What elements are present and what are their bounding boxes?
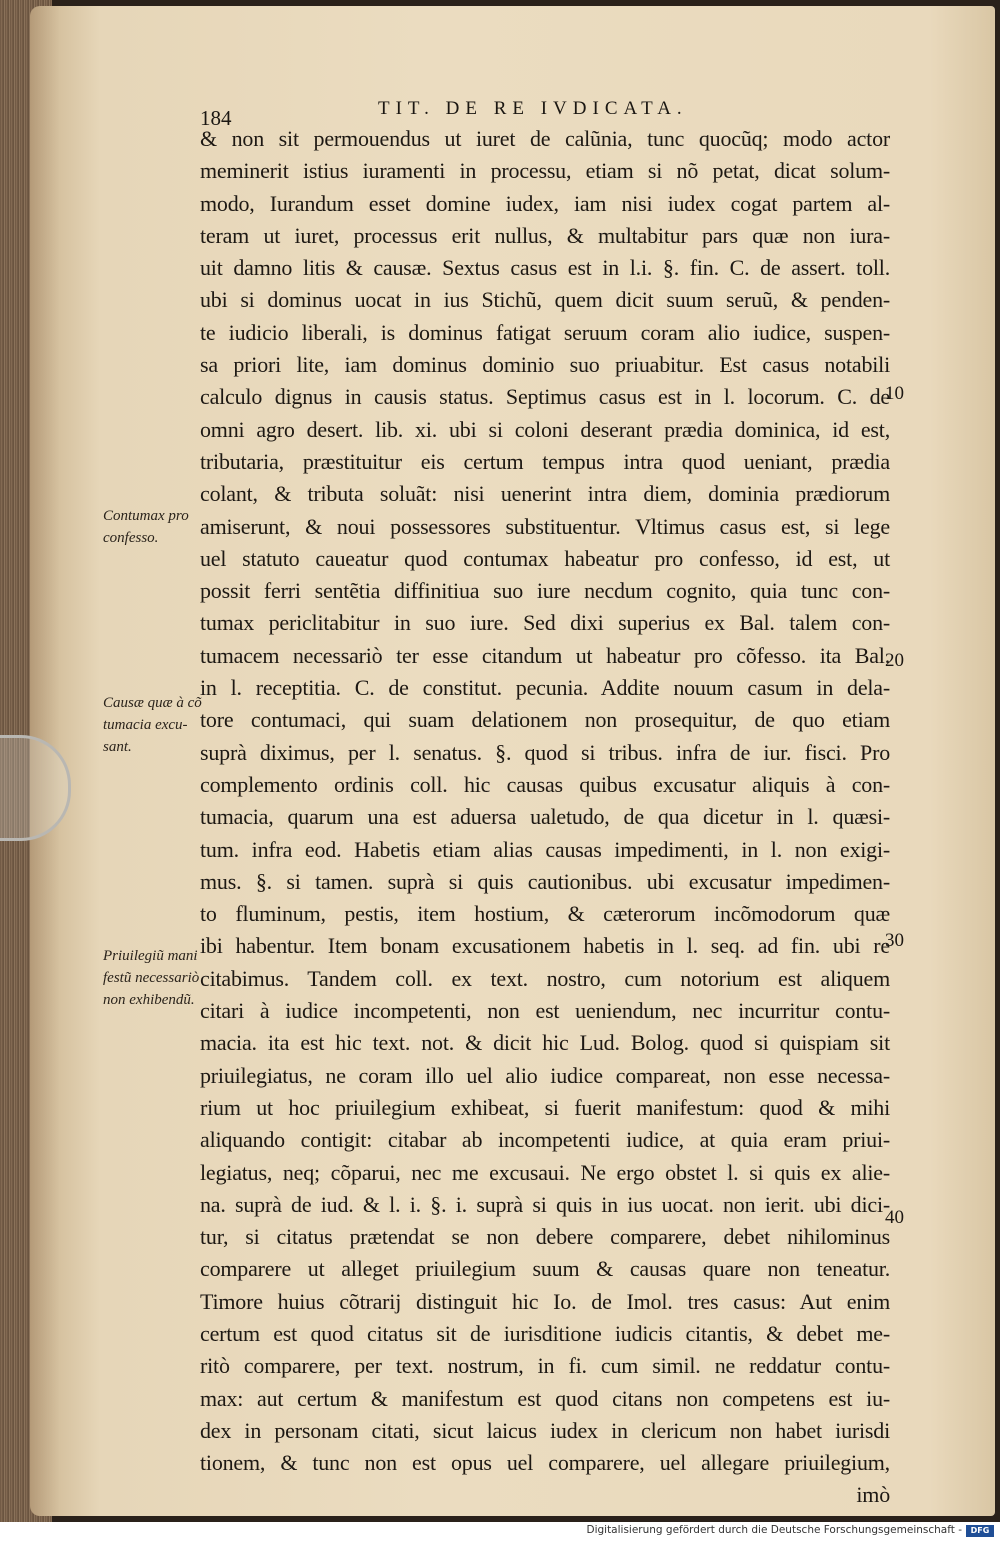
text-line: aliquando contigit: citabar ab incompetenti iudice, at quia eram priui- xyxy=(200,1127,890,1153)
text-line: certum est quod citatus sit de iurisditione iudicis citantis, & debet me- xyxy=(200,1320,890,1346)
text-line: modo, Iurandum esset domine iudex, iam nisi iudex cogat partem al- xyxy=(200,190,890,216)
text-line: tionem, & tunc non est opus uel comparere, uel allegare priuilegium, xyxy=(200,1450,890,1476)
text-line: possit ferri sentẽtia diffinitiua suo iure necdum cognito, quia tunc con- xyxy=(200,578,890,604)
margin-note-causae xyxy=(103,692,205,758)
margin-note-line: non exhibendũ. xyxy=(103,992,195,1008)
text-line: macia. ita est hic text. not. & dicit hic Lud. Bolog. quod si quispiam sit xyxy=(200,1030,890,1056)
text-line: tur, si citatus prætendat se non debere comparere, debet nihilominus xyxy=(200,1224,890,1250)
text-line: imò xyxy=(856,1482,890,1508)
line-number-10: 10 xyxy=(885,383,904,404)
margin-note-line: festũ necessariò xyxy=(103,970,200,986)
text-line: max: aut certum & manifestum est quod citans non competens est iu- xyxy=(200,1385,890,1411)
text-line: na. suprà de iud. & l. i. §. i. suprà si quis in ius uocat. non ierit. ubi dici- xyxy=(200,1191,890,1217)
margin-note-line: sant. xyxy=(103,739,132,755)
text-line: te iudicio liberali, is dominus fatigat seruum coram alio iudice, suspen- xyxy=(200,319,890,345)
text-line: ubi si dominus uocat in ius Stichũ, quem dicit suum seruũ, & penden- xyxy=(200,287,890,313)
margin-note-line: Priuilegiũ mani xyxy=(103,948,198,964)
text-line: tore contumaci, qui suam delationem non prosequitur, de quo etiam xyxy=(200,707,890,733)
text-line: teram ut iuret, processus erit nullus, & multabitur pars quæ non iura- xyxy=(200,222,890,248)
line-number-30: 30 xyxy=(885,930,904,951)
text-line: omni agro desert. lib. xi. ubi si coloni deserant prædia dominica, id est, xyxy=(200,416,890,442)
text-line: tributaria, præstituitur eis certum tempus intra quod ueniant, prædia xyxy=(200,448,890,474)
text-line: rium ut hoc priuilegium exhibeat, si fuerit manifestum: quod & mihi xyxy=(200,1094,890,1120)
text-line: sa priori lite, iam dominus dominio suo priuabitur. Est casus notabili xyxy=(200,352,890,378)
text-line: in l. receptitia. C. de constitut. pecunia. Addite nouum casum in dela- xyxy=(200,675,890,701)
text-line: tumacem necessariò ter esse citandum ut habeatur pro cõfesso. ita Bal. xyxy=(200,642,890,668)
text-line: comparere ut alleget priuilegium suum & causas quare non teneatur. xyxy=(200,1256,890,1282)
text-line: complemento ordinis coll. hic causas quibus excusatur aliquis à con- xyxy=(200,771,890,797)
main-text-block xyxy=(200,123,890,1512)
folio-number: 184 xyxy=(200,106,232,130)
text-line: mus. §. si tamen. suprà si quis cautionibus. ubi excusatur impedimen- xyxy=(200,868,890,894)
dfg-logo-icon: DFG xyxy=(966,1525,994,1537)
text-line: tumax periclitabitur in suo iure. Sed dixi superius ex Bal. talem con- xyxy=(200,610,890,636)
text-line: & non sit permouendus ut iuret de calũnia, tunc quocũq; modo actor xyxy=(200,126,890,151)
funding-credit: Digitalisierung gefördert durch die Deutsche Forschungsgemeinschaft - xyxy=(586,1524,962,1536)
text-line: meminerit istius iuramenti in processu, etiam si nõ petat, dicat solum- xyxy=(200,158,890,184)
margin-note-contumax xyxy=(103,505,205,549)
margin-note-priuilegium xyxy=(103,945,205,1011)
text-line: uel statuto caueatur quod contumax habeatur pro confesso, id est, ut xyxy=(200,545,890,571)
text-line: Timore huius cõtrarij distinguit hic Io. de Imol. tres casus: Aut enim xyxy=(200,1288,890,1314)
text-line: ibi habentur. Item bonam excusationem habetis in l. seq. ad fin. ubi re xyxy=(200,933,890,959)
text-line: colant, & tributa soluãt: nisi uenerint intra diem, dominia prædiorum xyxy=(200,481,890,507)
text-line: suprà diximus, per l. senatus. §. quod si tribus. infra de iur. fisci. Pro xyxy=(200,739,890,765)
text-line: to fluminum, pestis, item hostium, & cæterorum incõmodorum quæ xyxy=(200,901,890,927)
text-line: amiserunt, & noui possessores substituentur. Vltimus casus est, si lege xyxy=(200,513,890,539)
text-line: legiatus, neq; cõparui, nec me excusaui. Ne ergo obstet l. si quis ex alie- xyxy=(200,1159,890,1185)
text-line: uit damno litis & causæ. Sextus casus est in l.i. §. fin. C. de assert. toll. xyxy=(200,255,890,281)
text-line: ritò comparere, per text. nostrum, in fi. cum simil. ne reddatur contu- xyxy=(200,1353,890,1379)
line-number-20: 20 xyxy=(885,650,904,671)
line-number-40: 40 xyxy=(885,1207,904,1228)
margin-note-line: tumacia excu- xyxy=(103,717,188,733)
text-line: calculo dignus in causis status. Septimus casus est in l. locorum. C. de xyxy=(200,384,890,410)
text-line: priuilegiatus, ne coram illo uel alio iudice compareat, non esse necessa- xyxy=(200,1062,890,1088)
text-line: tum. infra eod. Habetis etiam alias causas impedimenti, in l. non exigi- xyxy=(200,836,890,862)
running-title: TIT. DE RE IVDICATA. xyxy=(378,98,688,119)
footer-bar xyxy=(0,1522,1000,1541)
text-line: tumacia, quarum una est aduersa ualetudo, de qua dicetur in l. quæsi- xyxy=(200,804,890,830)
margin-note-line: confesso. xyxy=(103,530,159,546)
margin-note-line: Contumax pro xyxy=(103,508,189,524)
margin-note-line: Causæ quæ à cõ xyxy=(103,695,202,711)
text-line: citabimus. Tandem coll. ex text. nostro, cum notorium est aliquem xyxy=(200,965,890,991)
text-line: dex in personam citati, sicut laicus iudex in clericum non habet iurisdi xyxy=(200,1417,890,1443)
text-line: citari à iudice incompetenti, non est ueniendum, nec incurritur contu- xyxy=(200,998,890,1024)
